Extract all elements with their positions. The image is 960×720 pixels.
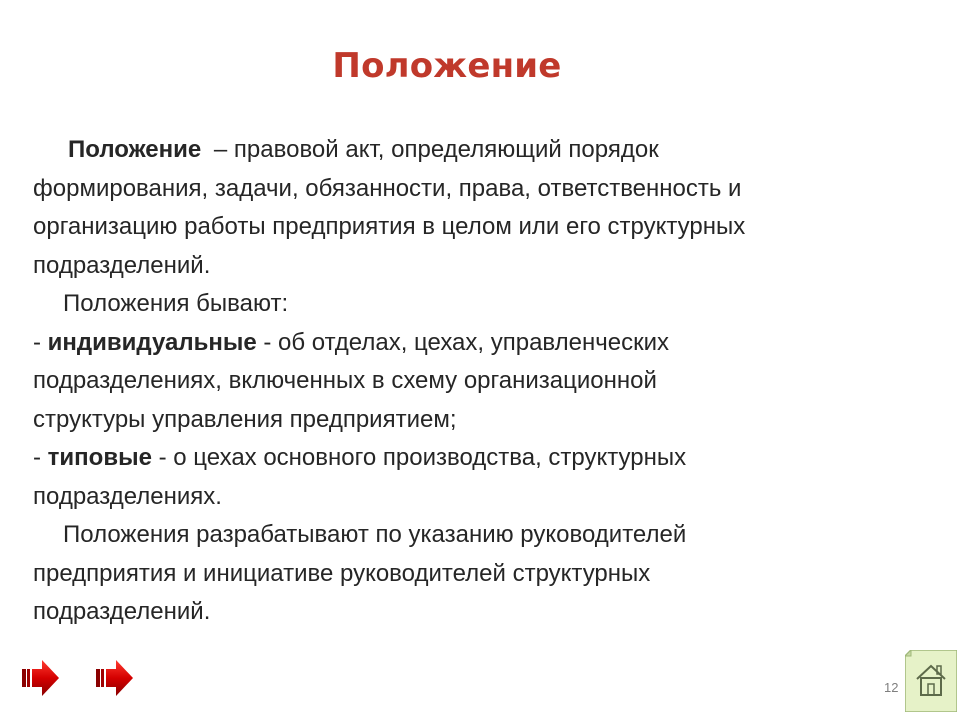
definition-line-2: формирования, задачи, обязанности, права, ответственность и <box>33 174 742 202</box>
definition-text: – правовой акт, определяющий порядок <box>213 136 659 163</box>
typical-line-2: подразделениях. <box>33 482 222 510</box>
definition-term: Положение <box>68 136 202 163</box>
typical-term: типовые <box>47 444 152 471</box>
typical-desc: - о цехах основного производства, структурных <box>158 444 687 471</box>
slide-title: Положение <box>332 46 562 86</box>
closing-line-2: предприятия и инициативе руководителей структурных <box>33 559 651 587</box>
closing-line-1: Положения разрабатывают по указанию руководителей <box>63 521 687 548</box>
red-arrow-right-icon <box>22 659 60 697</box>
typical-line-1 <box>33 439 913 478</box>
types-intro: Положения бывают: <box>63 290 289 317</box>
individual-line-3: структуры управления предприятием; <box>33 405 457 433</box>
home-button[interactable] <box>905 650 957 712</box>
closing-line-3: подразделений. <box>33 598 211 625</box>
definition-line-4: подразделений. <box>33 251 211 279</box>
red-arrow-right-icon <box>96 659 134 697</box>
next-slide-button[interactable] <box>96 659 134 697</box>
home-icon <box>905 650 957 712</box>
slide-number: 12 <box>884 680 899 695</box>
prev-slide-button[interactable] <box>22 659 60 697</box>
individual-line-1 <box>33 324 913 363</box>
definition-line-3: организацию работы предприятия в целом или его структурных <box>33 213 746 240</box>
list-dash: - <box>33 328 41 356</box>
slide-body <box>33 131 913 632</box>
individual-line-2: подразделениях, включенных в схему организационной <box>33 367 657 394</box>
individual-desc: - об отделах, цехах, управленческих <box>263 328 669 356</box>
definition-line-1 <box>33 131 913 170</box>
list-dash: - <box>33 444 41 471</box>
individual-term: индивидуальные <box>47 328 257 356</box>
